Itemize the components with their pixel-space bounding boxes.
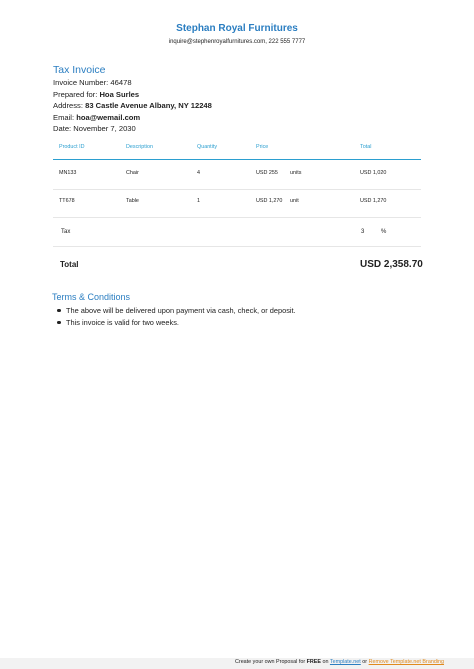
address-value: 83 Castle Avenue Albany, NY 12248 — [85, 101, 212, 110]
email-value: hoa@wemail.com — [76, 113, 141, 122]
row2-total: USD 1,270 — [360, 198, 387, 204]
email-label: Email: — [53, 113, 75, 122]
date-line — [53, 124, 136, 133]
prepared-for-label: Prepared for: — [53, 90, 98, 99]
row1-total: USD 1,020 — [360, 170, 387, 176]
date-value: November 7, 2030 — [73, 124, 136, 133]
total-label: Total — [60, 260, 79, 269]
header-price: Price — [256, 144, 269, 150]
footer-on: on — [321, 659, 330, 665]
address-label: Address: — [53, 101, 83, 110]
tax-unit: % — [381, 229, 387, 235]
header-description: Description — [126, 144, 153, 150]
remove-branding-link[interactable]: Remove Template.net Branding — [368, 659, 445, 665]
company-contact: inquire@stephenroyalfurnitures.com, 222 555 7777 — [168, 39, 306, 45]
row2-price: USD 1,270 — [256, 198, 283, 204]
invoice-number-label: Invoice Number: — [53, 78, 109, 87]
footer-prefix: Create your own Proposal for — [235, 659, 307, 665]
footer-free: FREE — [306, 659, 322, 665]
invoice-number-line — [53, 78, 132, 87]
terms-item: The above will be delivered upon payment via cash, check, or deposit. — [53, 305, 296, 317]
row-divider — [53, 189, 421, 190]
date-label: Date: — [53, 124, 72, 133]
email-line — [53, 113, 140, 122]
header-total: Total — [360, 144, 372, 150]
prepared-for-value: Hoa Surles — [99, 90, 140, 99]
row2-unit: unit — [290, 198, 299, 204]
tax-label: Tax — [61, 229, 71, 235]
row1-quantity: 4 — [197, 170, 200, 176]
row1-unit: units — [290, 170, 302, 176]
invoice-number-value: 46478 — [110, 78, 132, 87]
header-product-id: Product ID — [59, 144, 85, 150]
prepared-for-line — [53, 90, 139, 99]
row2-description: Table — [126, 198, 139, 204]
total-value: USD 2,358.70 — [360, 259, 423, 270]
terms-list — [53, 305, 296, 329]
template-net-link[interactable]: Template.net — [329, 659, 361, 665]
footer-or: or — [360, 659, 369, 665]
row2-product-id: TT678 — [59, 198, 75, 204]
row1-price: USD 255 — [256, 170, 278, 176]
footer-text — [235, 659, 444, 665]
row2-quantity: 1 — [197, 198, 200, 204]
address-line — [53, 101, 212, 110]
terms-title: Terms & Conditions — [52, 292, 131, 302]
row1-product-id: MN133 — [59, 170, 77, 176]
company-name: Stephan Royal Furnitures — [176, 23, 298, 34]
document-title: Tax Invoice — [53, 64, 106, 76]
terms-item: This invoice is valid for two weeks. — [53, 317, 296, 329]
row-divider — [53, 246, 421, 247]
tax-value: 3 — [361, 229, 365, 235]
header-divider — [53, 159, 421, 160]
footer-bar — [0, 658, 474, 669]
row1-description: Chair — [126, 170, 139, 176]
row-divider — [53, 217, 421, 218]
header-quantity: Quantity — [197, 144, 218, 150]
